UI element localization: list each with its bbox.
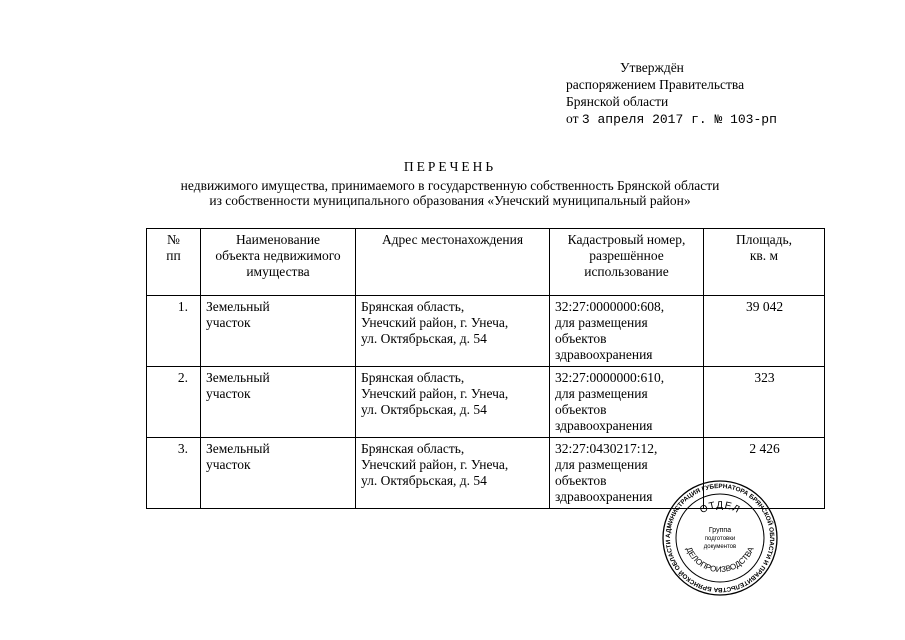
cell-line: для размещения [555, 315, 648, 330]
header-line: № [167, 232, 180, 247]
cell-line: 32:27:0430217:12, [555, 441, 658, 456]
approval-date-number: 3 апреля 2017 г. № 103-рп [581, 112, 777, 127]
header-address [356, 229, 550, 296]
row-number: 1. [147, 296, 201, 367]
cell-line: Брянская область, [361, 441, 465, 456]
row-area: 323 [704, 367, 825, 438]
stamp-arc-top-path: ОТДЕЛ [698, 499, 742, 517]
stamp-arc-top [698, 500, 742, 516]
header-cadastre [550, 229, 704, 296]
stamp-center-line: Группа [708, 527, 732, 534]
row-area: 39 042 [704, 296, 825, 367]
cell-line: здравоохранения [555, 347, 653, 362]
cell-line: участок [206, 386, 251, 401]
cell-line: 32:27:0000000:608, [555, 299, 665, 314]
cell-line: участок [206, 457, 251, 472]
row-number: 3. [147, 438, 201, 509]
header-line: имущества [246, 264, 310, 279]
cell-line: для размещения [555, 386, 648, 401]
stamp-center-line: подготовки [704, 536, 736, 542]
header-line: Кадастровый номер, [567, 232, 686, 247]
header-line: разрешённое [589, 248, 664, 263]
row-address [356, 367, 550, 438]
cell-line: ул. Октябрьская, д. 54 [361, 473, 487, 488]
approval-title: Утверждён [620, 60, 684, 75]
document-title: ПЕРЕЧЕНЬ [403, 159, 497, 174]
row-area: 2 426 [704, 438, 825, 509]
cell-line: 32:27:0000000:610, [555, 370, 665, 385]
header-line: пп [166, 248, 181, 263]
cell-line: Унечский район, г. Унеча, [361, 457, 509, 472]
cell-line: ул. Октябрьская, д. 54 [361, 402, 487, 417]
cell-line: Земельный [206, 370, 270, 385]
row-name [201, 438, 356, 509]
header-line: кв. м [749, 248, 779, 263]
table-row [147, 367, 825, 438]
cell-line: ул. Октябрьская, д. 54 [361, 331, 487, 346]
property-table [146, 228, 825, 509]
header-name [201, 229, 356, 296]
cell-line: участок [206, 315, 251, 330]
stamp-arc-bottom-path: ДЕЛОПРОИЗВОДСТВА [684, 545, 756, 575]
row-number: 2. [147, 367, 201, 438]
table-header-row [147, 229, 825, 296]
row-cadastre [550, 367, 704, 438]
cell-line: Брянская область, [361, 299, 465, 314]
document-subtitle-2: из собственности муниципального образования «Унечский муниципальный район» [209, 193, 691, 208]
table-row [147, 296, 825, 367]
header-line: Наименование [235, 232, 321, 247]
header-line: Площадь, [735, 232, 793, 247]
row-cadastre [550, 296, 704, 367]
cell-line: здравоохранения [555, 489, 653, 504]
header-line: объекта недвижимого [215, 248, 341, 263]
approval-date-prefix: от [566, 111, 579, 126]
cell-line: здравоохранения [555, 418, 653, 433]
cell-line: Земельный [206, 299, 270, 314]
header-area [704, 229, 825, 296]
cell-line: для размещения [555, 457, 648, 472]
stamp-ring-path: АДМИНИСТРАЦИЯ ГУБЕРНАТОРА БРЯНСКОЙ ОБЛАСТИ И ПРАВИТЕЛЬСТВА БРЯНСКОЙ ОБЛАСТИ [664, 482, 776, 594]
header-line: Адрес местонахождения [381, 232, 524, 247]
approval-line-2: распоряжением Правительства [566, 77, 745, 92]
cell-line: Унечский район, г. Унеча, [361, 315, 509, 330]
cell-line: объектов [555, 473, 607, 488]
row-address [356, 296, 550, 367]
approval-line-3: Брянской области [566, 94, 669, 109]
row-name [201, 296, 356, 367]
cell-line: объектов [555, 331, 607, 346]
approval-date-line [566, 110, 777, 128]
cell-line: Брянская область, [361, 370, 465, 385]
office-stamp [660, 478, 780, 598]
header-number [147, 229, 201, 296]
row-name [201, 367, 356, 438]
document-subtitle-1: недвижимого имущества, принимаемого в государственную собственность Брянской области [180, 178, 720, 193]
approval-block [566, 59, 777, 128]
row-address [356, 438, 550, 509]
cell-line: объектов [555, 402, 607, 417]
cell-line: Земельный [206, 441, 270, 456]
header-line: использование [584, 264, 669, 279]
cell-line: Унечский район, г. Унеча, [361, 386, 509, 401]
stamp-center-line: документов [703, 544, 737, 550]
